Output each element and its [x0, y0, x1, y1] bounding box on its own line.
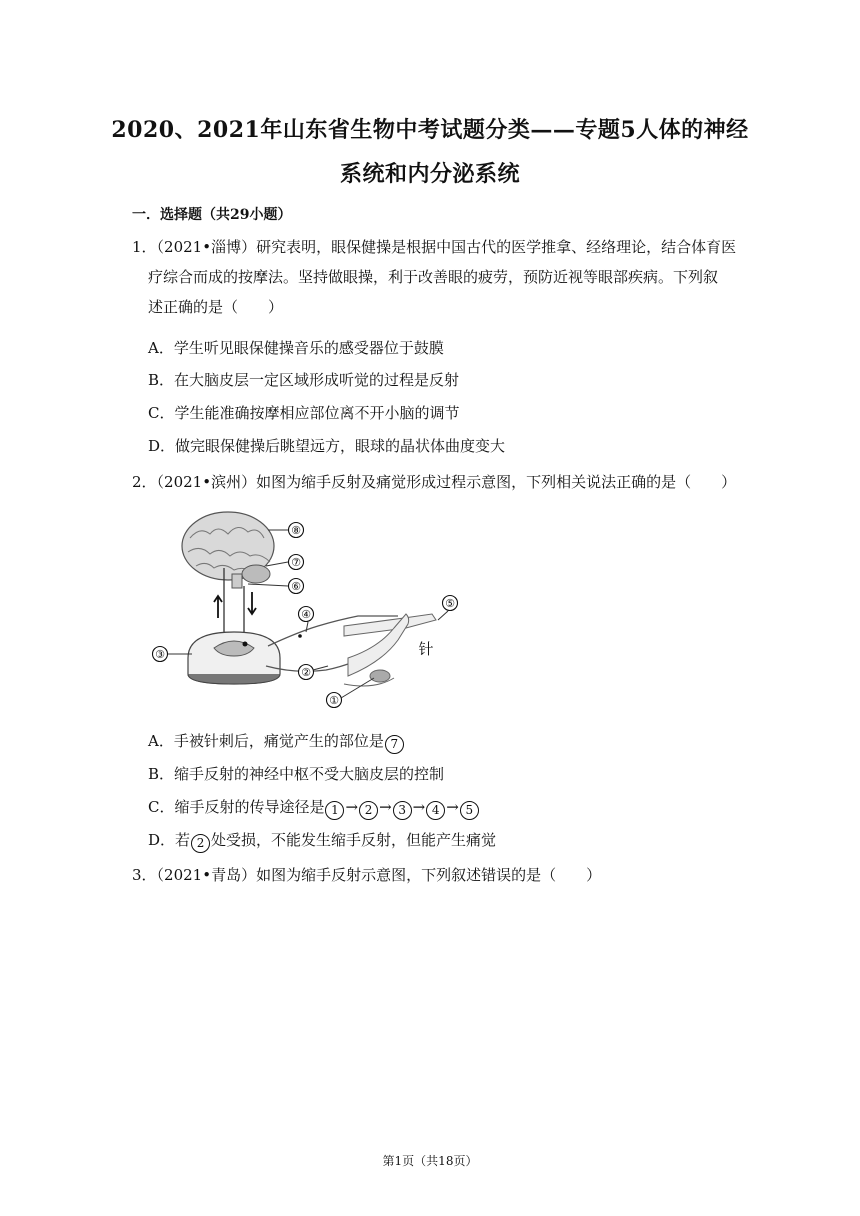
figure-label-1: ① — [329, 694, 339, 707]
q1-option-b: B．在大脑皮层一定区域形成听觉的过程是反射 — [148, 371, 460, 389]
reflex-arc-diagram — [148, 508, 468, 718]
q1-line2: 疗综合而成的按摩法。坚持做眼操，利于改善眼的疲劳，预防近视等眼部疾病。下列叙 — [148, 268, 719, 286]
q1-option-c: C．学生能准确按摩相应部位离不开小脑的调节 — [148, 404, 460, 422]
q2-option-d-suffix: 处受损，不能发生缩手反射，但能产生痛觉 — [211, 831, 497, 849]
q2-option-a — [148, 730, 405, 754]
figure-label-6: ⑥ — [291, 580, 301, 593]
circled-number: 5 — [460, 801, 479, 820]
arrow: → — [345, 798, 359, 816]
circled-number: 2 — [359, 801, 378, 820]
document-title-line2: 系统和内分泌系统 — [339, 161, 520, 187]
arrow: → — [412, 798, 426, 816]
brain-illustration — [182, 512, 274, 588]
circled-number: 7 — [385, 735, 404, 754]
q2-option-a-text: A．手被针刺后，痛觉产生的部位是 — [148, 732, 384, 750]
spinal-cord-section — [188, 632, 280, 684]
figure-label-4: ④ — [301, 608, 311, 621]
question-3-stem: 3．（2021•青岛）如图为缩手反射示意图，下列叙述错误的是（ ） — [132, 866, 602, 884]
figure-label-5: ⑤ — [445, 597, 455, 610]
q2-option-c — [148, 796, 480, 820]
q2-option-d — [148, 829, 496, 853]
q1-option-a: A．学生听见眼保健操音乐的感受器位于鼓膜 — [148, 339, 444, 357]
figure-label-7: ⑦ — [291, 556, 301, 569]
q2-option-d-prefix: D．若 — [148, 831, 191, 849]
document-title-line1: 2020、2021年山东省生物中考试题分类——专题5人体的神经 — [111, 117, 749, 143]
q2-option-b: B．缩手反射的神经中枢不受大脑皮层的控制 — [148, 765, 445, 783]
arrow: → — [446, 798, 459, 816]
circled-number: 4 — [426, 801, 445, 820]
figure-label-3: ③ — [155, 648, 165, 661]
arrow: → — [379, 798, 392, 816]
page-footer: 第1页（共18页） — [382, 1154, 478, 1168]
circled-number: 3 — [393, 801, 412, 820]
figure-label-2: ② — [301, 666, 311, 679]
figure-label-8: ⑧ — [291, 524, 301, 537]
circled-number: 2 — [191, 834, 210, 853]
q2-option-c-text: C．缩手反射的传导途径是 — [148, 798, 325, 816]
question-1-stem — [132, 232, 737, 322]
reflex-arc-figure — [148, 508, 468, 718]
needle-label: 针 — [418, 640, 434, 658]
down-arrow-icon — [248, 592, 256, 614]
up-arrow-icon — [214, 596, 222, 618]
question-2-stem: 2．（2021•滨州）如图为缩手反射及痛觉形成过程示意图，下列相关说法正确的是（ ） — [132, 473, 737, 491]
q1-line1: 1．（2021•淄博）研究表明，眼保健操是根据中国古代的医学推拿、经络理论，结合体育医 — [132, 238, 737, 256]
q1-line3: 述正确的是（ ） — [148, 298, 284, 316]
q1-option-d: D．做完眼保健操后眺望远方，眼球的晶状体曲度变大 — [148, 437, 506, 455]
circled-number: 1 — [325, 801, 344, 820]
section-heading: 一．选择题（共29小题） — [132, 207, 292, 223]
